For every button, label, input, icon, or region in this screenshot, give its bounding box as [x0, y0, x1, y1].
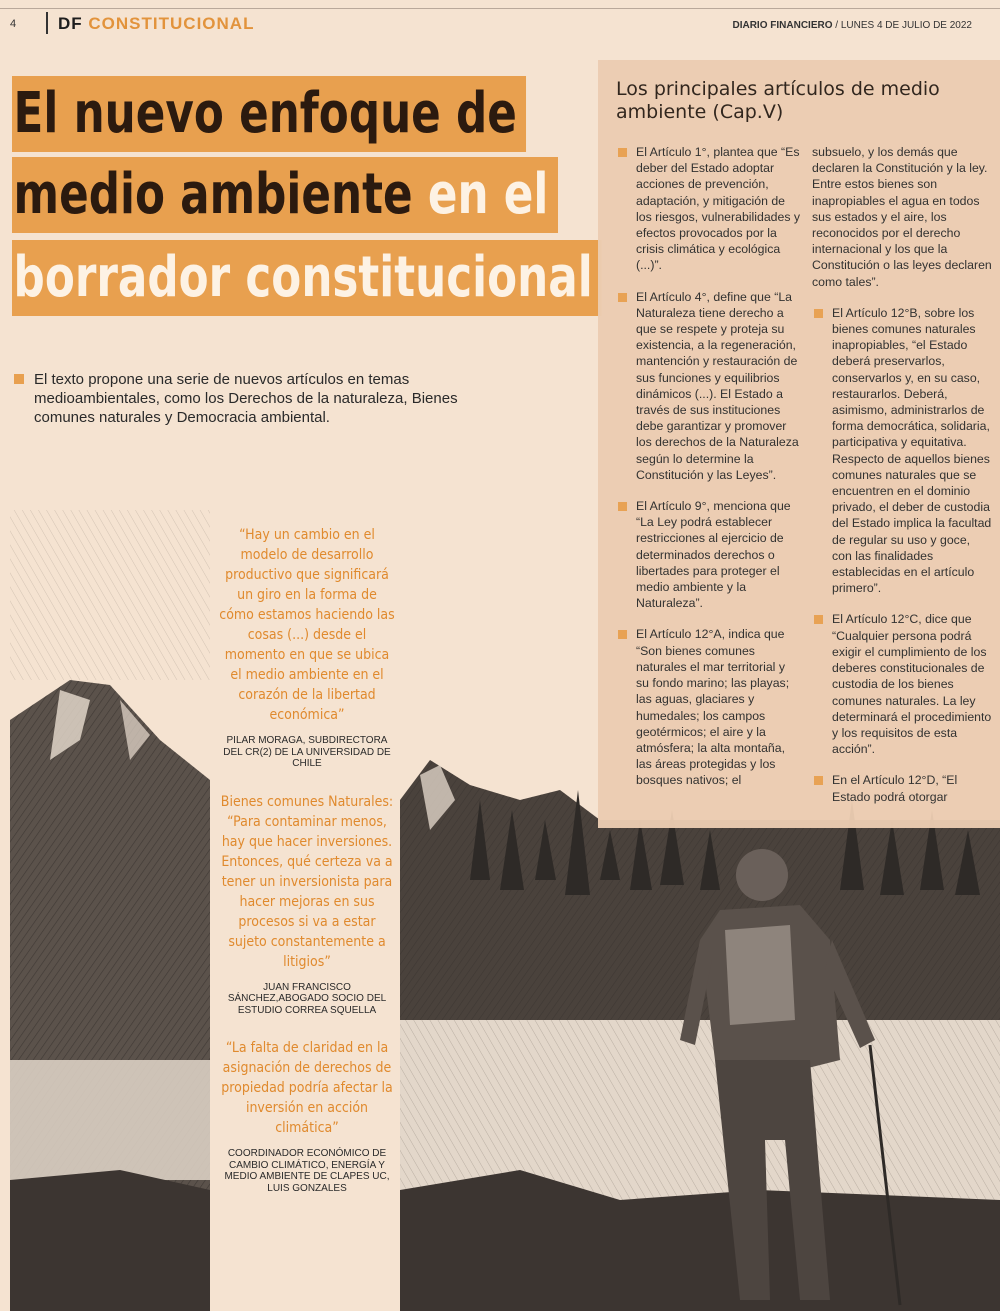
article-continuation: subsuelo, y los demás que declaren la Constitución y la ley. Entre estos bienes son inapropiables el agua en todos sus estados y el aire, los reconocidos por el derecho internacional y los que la Constitución o las leyes declaren como tales”.	[812, 145, 992, 289]
top-rule	[0, 8, 1000, 9]
article-item	[616, 289, 801, 483]
section-name: CONSTITUCIONAL	[88, 14, 255, 33]
article-text: El Artículo 12°B, sobre los bienes comunes naturales inapropiables, “el Estado deberá preservarlos, conservarlos y, en su caso, restaurarlos. Deberá, asimismo, administrarlos de forma democrática, solidaria, participativa y equitativa. Respecto de aquellos bienes comunes naturales que se encuentren en el dominio privado, el deber de custodia del Estado implica la facultad de regular su uso y goce, con las finalidades establecidas en el artículo primero”.	[832, 305, 992, 596]
bullet-square-icon	[618, 148, 627, 157]
article-text: El Artículo 12°C, dice que “Cualquier persona podrá exigir el cumplimiento de los deberes constitucionales de custodia de los bienes comunes naturales. La ley determinará el procedimiento y los requisitos de esta acción”.	[832, 612, 992, 757]
headline-line-2-light: en el	[427, 162, 549, 227]
article-item	[616, 498, 801, 611]
quote-2-credit: JUAN FRANCISCO SÁNCHEZ,ABOGADO SOCIO DEL ESTUDIO CORREA SQUELLA	[227, 981, 387, 1016]
bullet-square-icon	[14, 374, 24, 384]
quote-3-text: “La falta de claridad en la asignación de derechos de propiedad podría afectar la inversión en acción climática”	[221, 1040, 393, 1136]
bullet-square-icon	[618, 293, 627, 302]
article-item	[812, 305, 992, 597]
quote-3-credit: COORDINADOR ECONÓMICO DE CAMBIO CLIMÁTICO, ENERGÍA Y MEDIO AMBIENTE DE CLAPES UC, LUIS GONZALES	[224, 1148, 390, 1194]
bullet-square-icon	[618, 502, 627, 511]
sidebar-column-a	[616, 144, 801, 804]
headline-line-1: El nuevo enfoque de	[12, 76, 526, 152]
issue-date: / LUNES 4 DE JULIO DE 2022	[832, 20, 972, 31]
article-text: El Artículo 9°, menciona que “La Ley podrá establecer restricciones al ejercicio de determinados derechos o libertades para proteger el medio ambiente y la Naturaleza”.	[636, 499, 791, 611]
lead-text: El texto propone una serie de nuevos artículos en temas medioambientales, como los Derechos de la naturaleza, Bienes comunes naturales y Democracia ambiental.	[34, 371, 458, 426]
sidebar-title: Los principales artículos de medio ambiente (Cap.V)	[616, 78, 940, 123]
section-label	[58, 14, 254, 34]
bullet-square-icon	[618, 630, 627, 639]
quote-1-credit: PILAR MORAGA, SUBDIRECTORA DEL CR(2) DE LA UNIVERSIDAD DE CHILE	[223, 735, 391, 769]
sidebar-column-b	[812, 144, 992, 820]
quote-1-text: “Hay un cambio en el modelo de desarrollo productivo que significará un giro en la forma de cómo estamos haciendo las cosas (...) desde el momento en que se ubica el medio ambiente en el corazón de la libertad económica”	[219, 527, 395, 723]
section-prefix: DF	[58, 14, 83, 33]
header-separator	[46, 12, 48, 34]
headline-line-3: borrador constitucional	[12, 240, 602, 316]
sidebar-box	[598, 60, 1000, 828]
publication-name: DIARIO FINANCIERO	[732, 20, 833, 31]
article-item	[812, 772, 992, 804]
article-text: El Artículo 4°, define que “La Naturaleza tiene derecho a que se respete y proteja su existencia, a la regeneración, mantención y restauración de sus funciones y equilibrios dinámicos (...). El Estado a través de sus instituciones debe garantizar y promover los derechos de la Naturaleza según lo determine la Constitución y las Leyes”.	[636, 289, 799, 482]
quotes-column	[218, 525, 396, 1311]
headline-line-2	[12, 157, 558, 233]
article-text: En el Artículo 12°D, “El Estado podrá otorgar	[832, 773, 958, 804]
quote-2-text: Bienes comunes Naturales: “Para contaminar menos, hay que hacer inversiones. Entonces, qué certeza va a tener un inversionista para hacer mejoras en sus procesos si va a estar sujeto constantemente a litigios”	[220, 793, 394, 970]
article-text: El Artículo 12°A, indica que “Son bienes comunes naturales el mar territorial y su fondo marino; las playas; las aguas, glaciares y humedales; los campos geotérmicos; el aire y la atmósfera; la alta montaña, las áreas protegidas y los bosques nativos; el	[636, 627, 790, 788]
dateline	[732, 20, 972, 31]
bullet-square-icon	[814, 615, 823, 624]
bullet-square-icon	[814, 776, 823, 785]
article-item	[616, 144, 801, 274]
page-number: 4	[10, 18, 17, 30]
article-item	[812, 611, 992, 757]
article-item	[616, 626, 801, 788]
bullet-square-icon	[814, 309, 823, 318]
article-text: El Artículo 1°, plantea que “Es deber del Estado adoptar acciones de prevención, adaptación, y mitigación de los riesgos, vulnerabilidades y efectos provocados por la crisis climática y ecológica (...)”.	[636, 145, 801, 273]
headline-line-2-dark: medio ambiente	[13, 162, 428, 227]
lead-paragraph	[14, 370, 464, 427]
